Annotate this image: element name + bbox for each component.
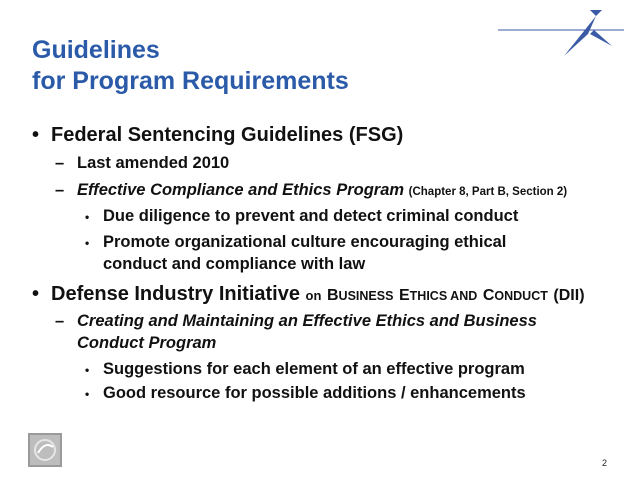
dii-c-initial: C [482,287,495,304]
sub-creating-maintaining-line1: Creating and Maintaining an Effective Ethics and Business [77,312,537,330]
dot-marker: • [85,236,90,250]
sub-last-amended: Last amended 2010 [77,154,230,172]
bullet-marker: • [32,124,40,146]
dii-b-initial: B [326,287,339,304]
dash-marker: – [55,154,65,172]
dash-marker: – [55,312,65,330]
dii-text: Defense Industry Initiative [51,283,300,305]
bullet-dii [51,283,585,306]
dii-abbr: (DII) [553,287,585,304]
sub-creating-maintaining-line2: Conduct Program [77,334,217,352]
dii-b-rest: USINESS [338,289,394,303]
item-good-resource: Good resource for possible additions / enhancements [103,384,526,402]
item-due-diligence: Due diligence to prevent and detect criminal conduct [103,207,519,225]
bullet-marker: • [32,283,40,305]
star-logo-icon [498,10,628,58]
dii-e-initial: E [399,287,410,304]
effective-compliance-text: Effective Compliance and Ethics Program [77,181,405,199]
chapter-reference: (Chapter 8, Part B, Section 2) [408,186,568,198]
dot-marker: • [85,387,90,401]
bullet-fsg: Federal Sentencing Guidelines (FSG) [51,124,404,146]
page-number: 2 [602,458,608,468]
item-promote-culture-line2: conduct and compliance with law [103,255,366,273]
title-line-1: Guidelines [32,36,160,64]
item-promote-culture-line1: Promote organizational culture encouraging ethical [103,233,507,251]
item-suggestions: Suggestions for each element of an effective program [103,360,525,378]
slide-title [32,35,349,97]
title-line-2: for Program Requirements [32,67,349,95]
dash-marker: – [55,181,65,199]
dii-e-rest: THICS AND [409,289,478,303]
dii-on: on [305,288,322,303]
dot-marker: • [85,210,90,224]
corner-logo-icon [28,433,62,467]
dot-marker: • [85,363,90,377]
sub-effective-compliance [77,181,567,200]
dii-c-rest: ONDUCT [494,289,548,303]
